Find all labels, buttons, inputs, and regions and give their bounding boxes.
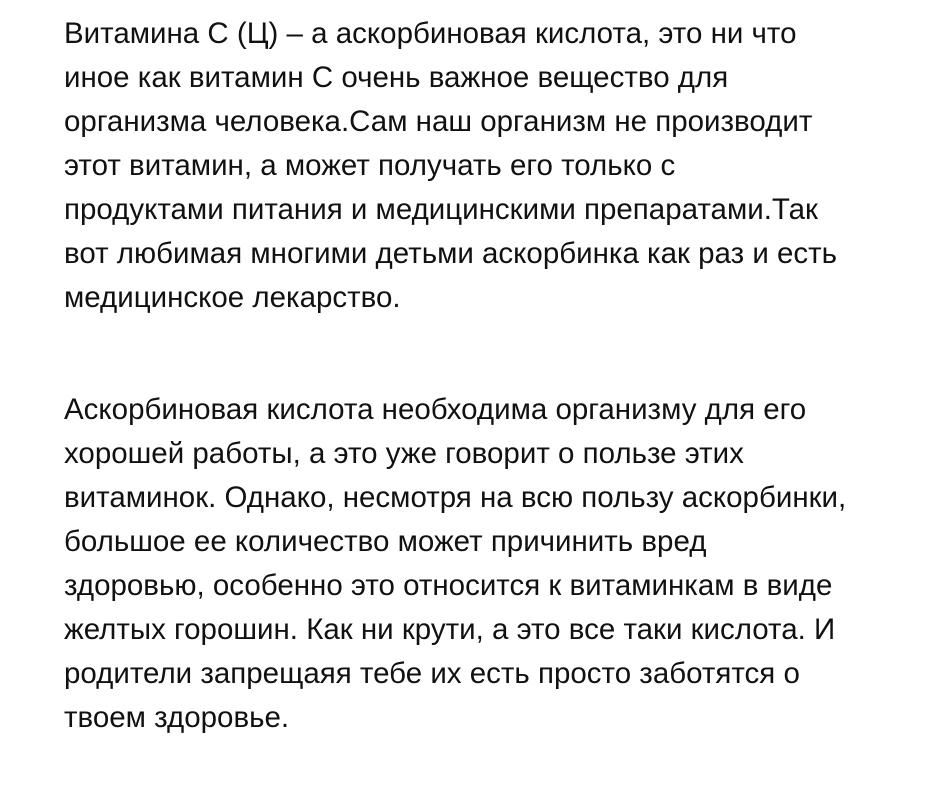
document-body (64, 12, 924, 740)
paragraph-2: Аскорбиновая кислота необходима организму для его хорошей работы, а это уже говорит о пользе этих витаминок. Однако, несмотря на всю пользу аскорбинки, большое ее количество может причинить вред здоровью, особенно это относится к витаминкам в виде желтых горошин. Как ни крути, а это все таки кислота. И родители запрещаяя тебе их есть просто заботятся о твоем здоровье. (64, 393, 847, 734)
paragraph-1: Витамина С (Ц) – а аскорбиновая кислота, это ни что иное как витамин С очень важное вещество для организма человека.Сам наш организм не производит этот витамин, а может получать его только с продуктами питания и медицинскими препаратами.Так вот любимая многими детьми аскорбинка как раз и есть медицинское лекарство. (64, 17, 838, 314)
